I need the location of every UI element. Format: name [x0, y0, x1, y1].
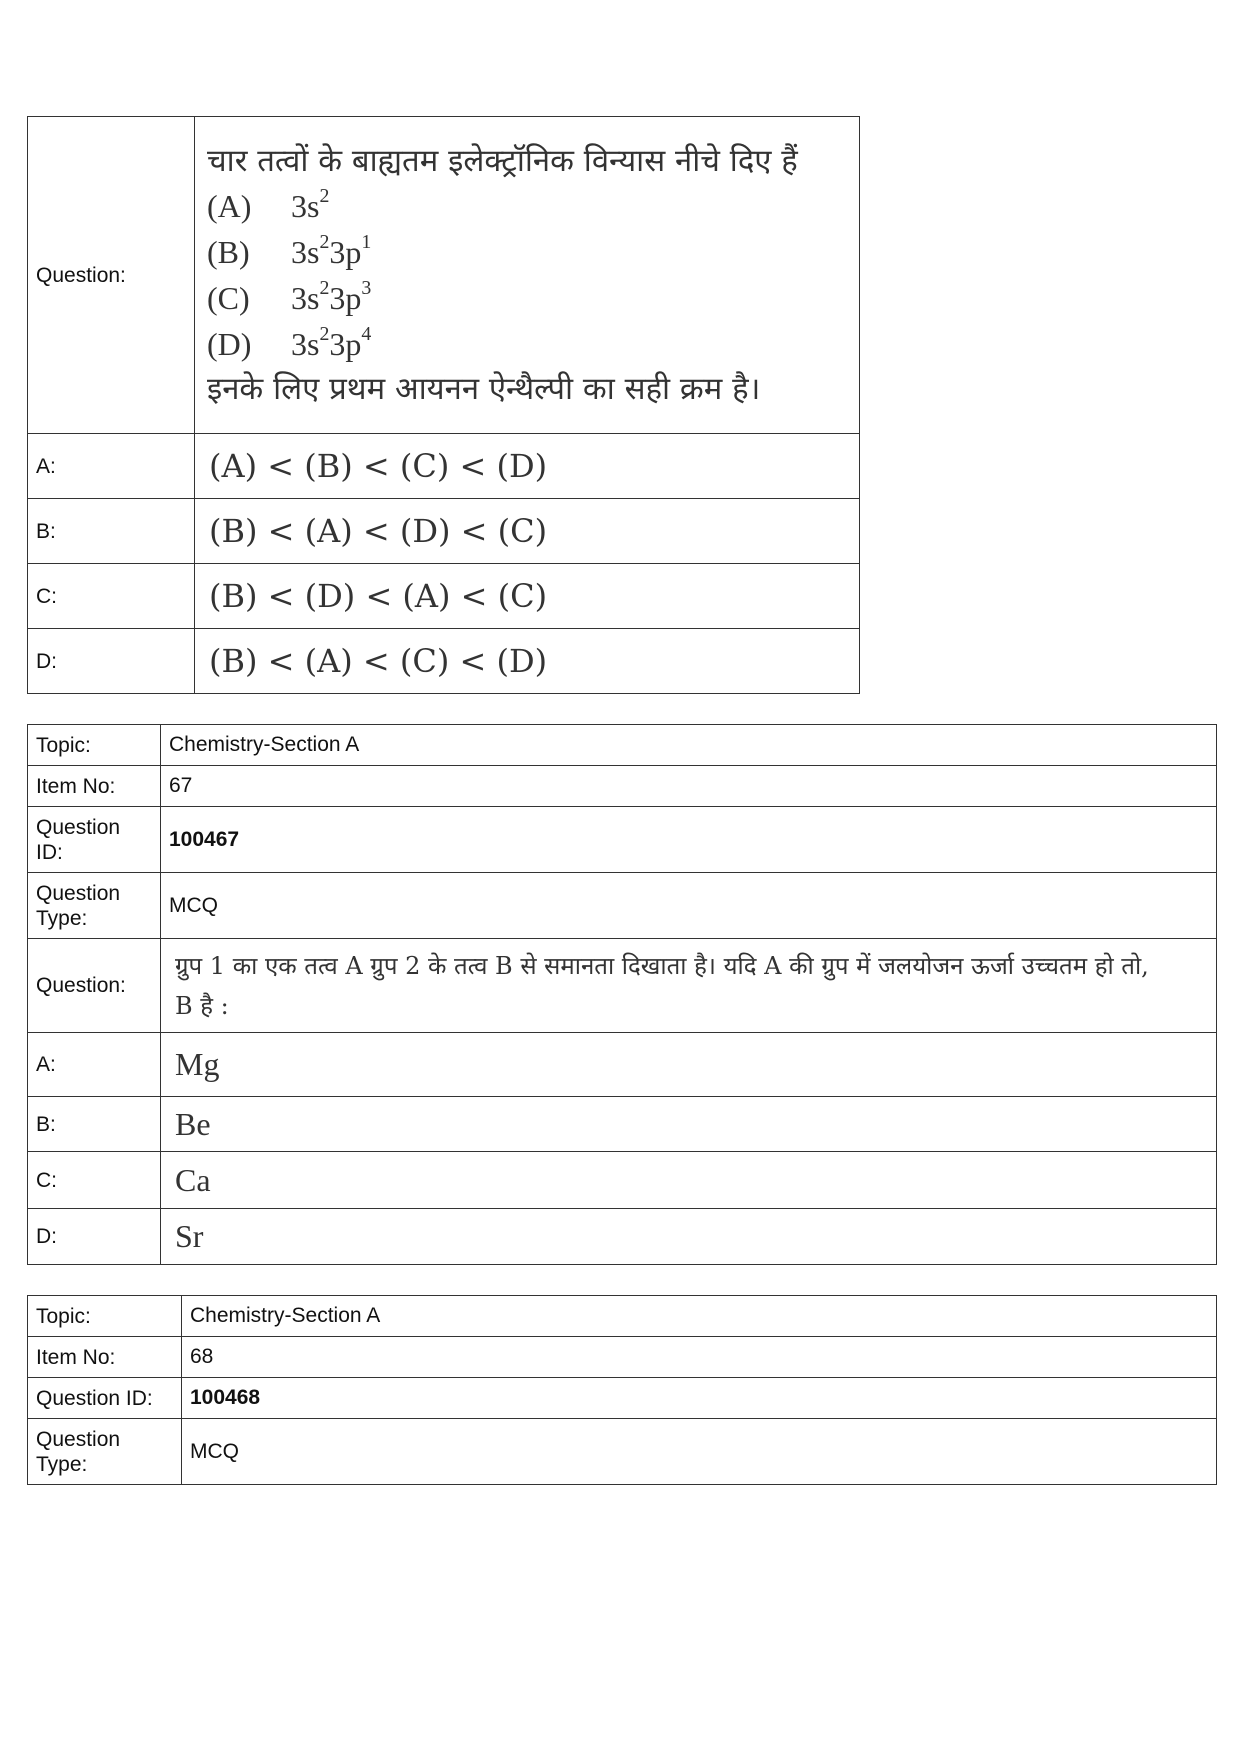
option-label: B: — [28, 499, 195, 564]
question-end: इनके लिए प्रथम आयनन ऐन्थैल्पी का सही क्रम है। — [207, 371, 761, 407]
option-label: A: — [28, 434, 195, 499]
config-value: $3s^2$ — [291, 185, 330, 224]
option-text: Mg — [161, 1033, 1217, 1097]
option-label: D: — [28, 1209, 161, 1265]
question-type-row — [28, 873, 1217, 939]
topic-row — [28, 1296, 1217, 1337]
question-label: Question: — [28, 939, 161, 1033]
option-label: D: — [28, 629, 195, 694]
config-key: (B) — [207, 234, 250, 270]
question-id-row — [28, 1378, 1217, 1419]
question-66-table — [27, 116, 860, 694]
question-type-label: Question Type: — [28, 1419, 182, 1485]
option-label: A: — [28, 1033, 161, 1097]
config-value: $3s^23p^4$ — [291, 323, 372, 362]
option-row — [28, 629, 860, 694]
question-id-label: Question ID: — [28, 1378, 182, 1419]
question-id-label: Question ID: — [28, 807, 161, 873]
config-key: (D) — [207, 326, 252, 362]
question-cell — [195, 117, 860, 434]
option-row — [28, 434, 860, 499]
option-text: (B) < (D) < (A) < (C) — [195, 564, 860, 629]
question-line-2: B है : — [175, 991, 229, 1020]
question-type-value: MCQ — [161, 873, 1217, 939]
item-no-label: Item No: — [28, 766, 161, 807]
config-key: (A) — [207, 188, 252, 224]
option-label: C: — [28, 564, 195, 629]
question-id-value: 100468 — [182, 1378, 1217, 1419]
topic-value: Chemistry-Section A — [161, 725, 1217, 766]
topic-row — [28, 725, 1217, 766]
question-label: Question: — [28, 117, 195, 434]
option-row — [28, 1152, 1217, 1209]
question-67-table — [27, 724, 1217, 1265]
option-text: Sr — [161, 1209, 1217, 1265]
config-value: $3s^23p^1$ — [291, 231, 372, 270]
option-row — [28, 564, 860, 629]
item-no-value: 67 — [161, 766, 1217, 807]
question-row — [28, 939, 1217, 1033]
item-no-row — [28, 1337, 1217, 1378]
config-row-b — [207, 229, 847, 275]
option-row — [28, 1097, 1217, 1152]
question-id-row — [28, 807, 1217, 873]
item-no-row — [28, 766, 1217, 807]
option-text: (B) < (A) < (D) < (C) — [195, 499, 860, 564]
question-type-row — [28, 1419, 1217, 1485]
option-label: C: — [28, 1152, 161, 1209]
config-row-c — [207, 275, 847, 321]
option-text: (B) < (A) < (C) < (D) — [195, 629, 860, 694]
config-key: (C) — [207, 280, 250, 316]
config-row-d — [207, 321, 847, 367]
option-text: Ca — [161, 1152, 1217, 1209]
question-id-value: 100467 — [161, 807, 1217, 873]
question-type-value: MCQ — [182, 1419, 1217, 1485]
item-no-value: 68 — [182, 1337, 1217, 1378]
question-cell — [161, 939, 1217, 1033]
item-no-label: Item No: — [28, 1337, 182, 1378]
option-text: Be — [161, 1097, 1217, 1152]
config-value: $3s^23p^3$ — [291, 277, 372, 316]
question-68-table — [27, 1295, 1217, 1485]
topic-value: Chemistry-Section A — [182, 1296, 1217, 1337]
question-intro: चार तत्वों के बाह्यतम इलेक्ट्रॉनिक विन्यास नीचे दिए हैं — [207, 143, 798, 179]
topic-label: Topic: — [28, 725, 161, 766]
topic-label: Topic: — [28, 1296, 182, 1337]
question-line-1: ग्रुप 1 का एक तत्व A ग्रुप 2 के तत्व B से समानता दिखाता है। यदि A की ग्रुप में जलयोजन ऊर्जा उच्चतम हो तो, — [175, 951, 1149, 980]
config-row-a — [207, 183, 847, 229]
option-row — [28, 1209, 1217, 1265]
option-row — [28, 1033, 1217, 1097]
option-row — [28, 499, 860, 564]
option-text: (A) < (B) < (C) < (D) — [195, 434, 860, 499]
option-label: B: — [28, 1097, 161, 1152]
question-type-label: Question Type: — [28, 873, 161, 939]
question-row — [28, 117, 860, 434]
